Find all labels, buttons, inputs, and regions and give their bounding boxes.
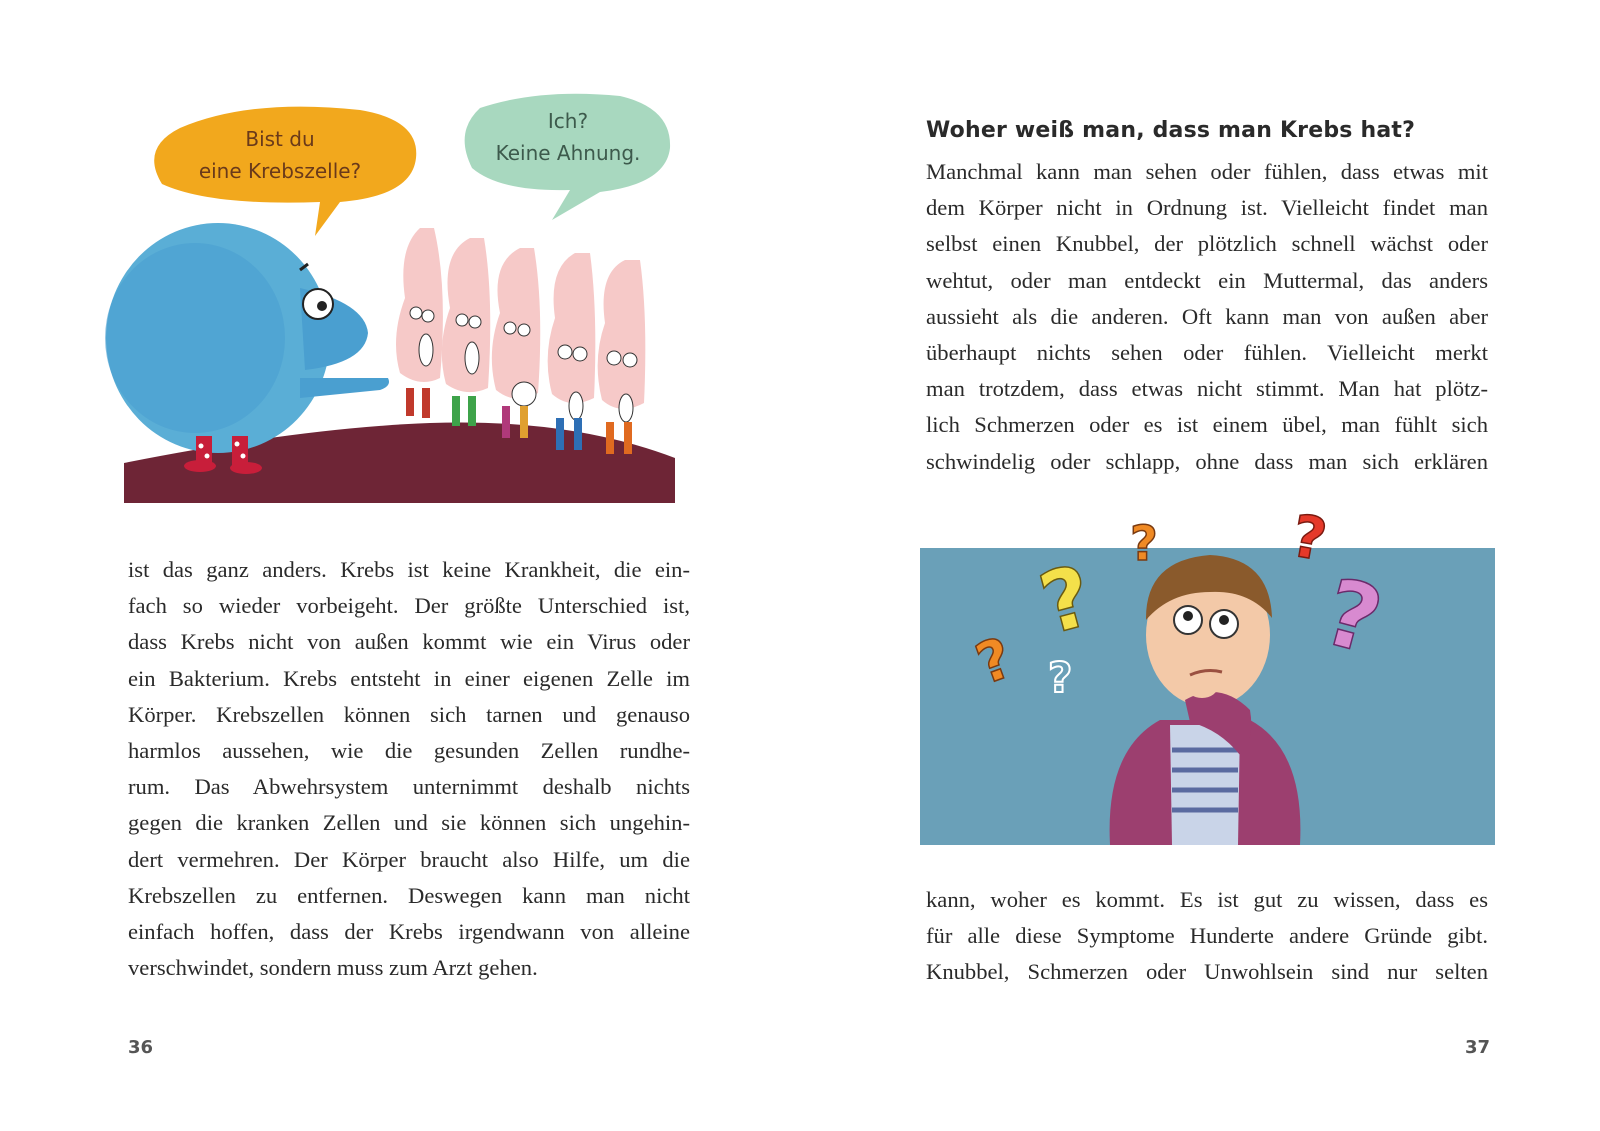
bubble-green-line-1: Ich?: [547, 109, 589, 133]
right-page: [800, 0, 1600, 1131]
pink-cell-1: [396, 228, 443, 418]
text-line: überhaupt nichts sehen oder fühlen. Vielleicht merkt: [926, 340, 1488, 366]
orange-speech-bubble: [154, 107, 416, 236]
text-line: für alle diese Symptome Hunderte andere Gründe gibt.: [926, 923, 1488, 949]
bubble-orange-line-2: eine Krebszelle?: [198, 159, 362, 183]
pink-cell-3: [492, 248, 540, 438]
right-body-text-bottom: [926, 882, 1488, 991]
text-line: rum. Das Abwehrsystem unternimmt deshalb nichts: [128, 774, 690, 800]
question-mark-icon: ?: [1048, 653, 1073, 702]
page-number-right: 37: [1464, 1037, 1490, 1058]
text-line: man trotzdem, dass etwas nicht stimmt. Man hat plötz-: [926, 376, 1488, 402]
right-body-text-top: [926, 154, 1488, 480]
cancer-cell-illustration: [100, 88, 700, 518]
question-mark-icon: ?: [1130, 516, 1158, 572]
text-line: Krebszellen zu entfernen. Deswegen kann man nicht: [128, 882, 690, 908]
pink-cell-5: [598, 260, 646, 454]
page-number-left: 36: [128, 1037, 154, 1058]
section-heading: Woher weiß man, dass man Krebs hat?: [926, 118, 1416, 143]
text-line: Knubbel, Schmerzen oder Unwohlsein sind nur selten: [926, 959, 1488, 985]
text-line: ist das ganz anders. Krebs ist keine Krankheit, die ein-: [128, 557, 690, 582]
question-mark-icon: ?: [1286, 501, 1332, 575]
text-line: lich Schmerzen oder es ist einem übel, man fühlt sich: [926, 412, 1488, 438]
bubble-orange-line-1: Bist du: [245, 127, 315, 151]
text-line: gegen die kranken Zellen und sie können sich ungehin-: [128, 810, 690, 836]
text-line: dass Krebs nicht von außen kommt wie ein Virus oder: [128, 629, 690, 655]
text-line: aussieht als die anderen. Oft kann man von außen aber: [926, 303, 1488, 329]
green-speech-bubble: [465, 94, 670, 220]
pink-cell-2: [442, 238, 490, 426]
question-mark-icon: ?: [968, 625, 1021, 698]
text-line: ein Bakterium. Krebs entsteht in einer eigenen Zelle im: [128, 665, 690, 691]
text-line: Manchmal kann man sehen oder fühlen, dass etwas mit: [926, 159, 1488, 184]
text-line: wehtut, oder man entdeckt ein Muttermal, das anders: [926, 267, 1488, 293]
text-line: Körper. Krebszellen können sich tarnen und genauso: [128, 701, 690, 727]
confused-boy-illustration: [920, 500, 1495, 845]
text-line: harmlos aussehen, wie die gesunden Zellen rundhe-: [128, 738, 690, 764]
pink-cell-4: [548, 253, 596, 450]
text-line: dert vermehren. Der Körper braucht also Hilfe, um die: [128, 846, 690, 872]
left-body-text: [128, 552, 690, 986]
question-mark-icon: ?: [1030, 546, 1103, 654]
question-mark-icon: ?: [1313, 558, 1393, 676]
text-line: fach so wieder vorbeigeht. Der größte Unterschied ist,: [128, 593, 690, 619]
text-line: kann, woher es kommt. Es ist gut zu wissen, dass es: [926, 887, 1488, 912]
bubble-green-line-2: Keine Ahnung.: [495, 141, 641, 165]
text-line: schwindelig oder schlapp, ohne dass man sich erklären: [926, 448, 1488, 474]
text-line: einfach hoffen, dass der Krebs irgendwann von alleine: [128, 919, 690, 945]
pink-cell-characters: [396, 228, 645, 454]
text-line: dem Körper nicht in Ordnung ist. Vielleicht findet man: [926, 195, 1488, 221]
text-line: selbst einen Knubbel, der plötzlich schnell wächst oder: [926, 231, 1488, 257]
text-line: verschwindet, sondern muss zum Arzt gehen.: [128, 955, 538, 981]
